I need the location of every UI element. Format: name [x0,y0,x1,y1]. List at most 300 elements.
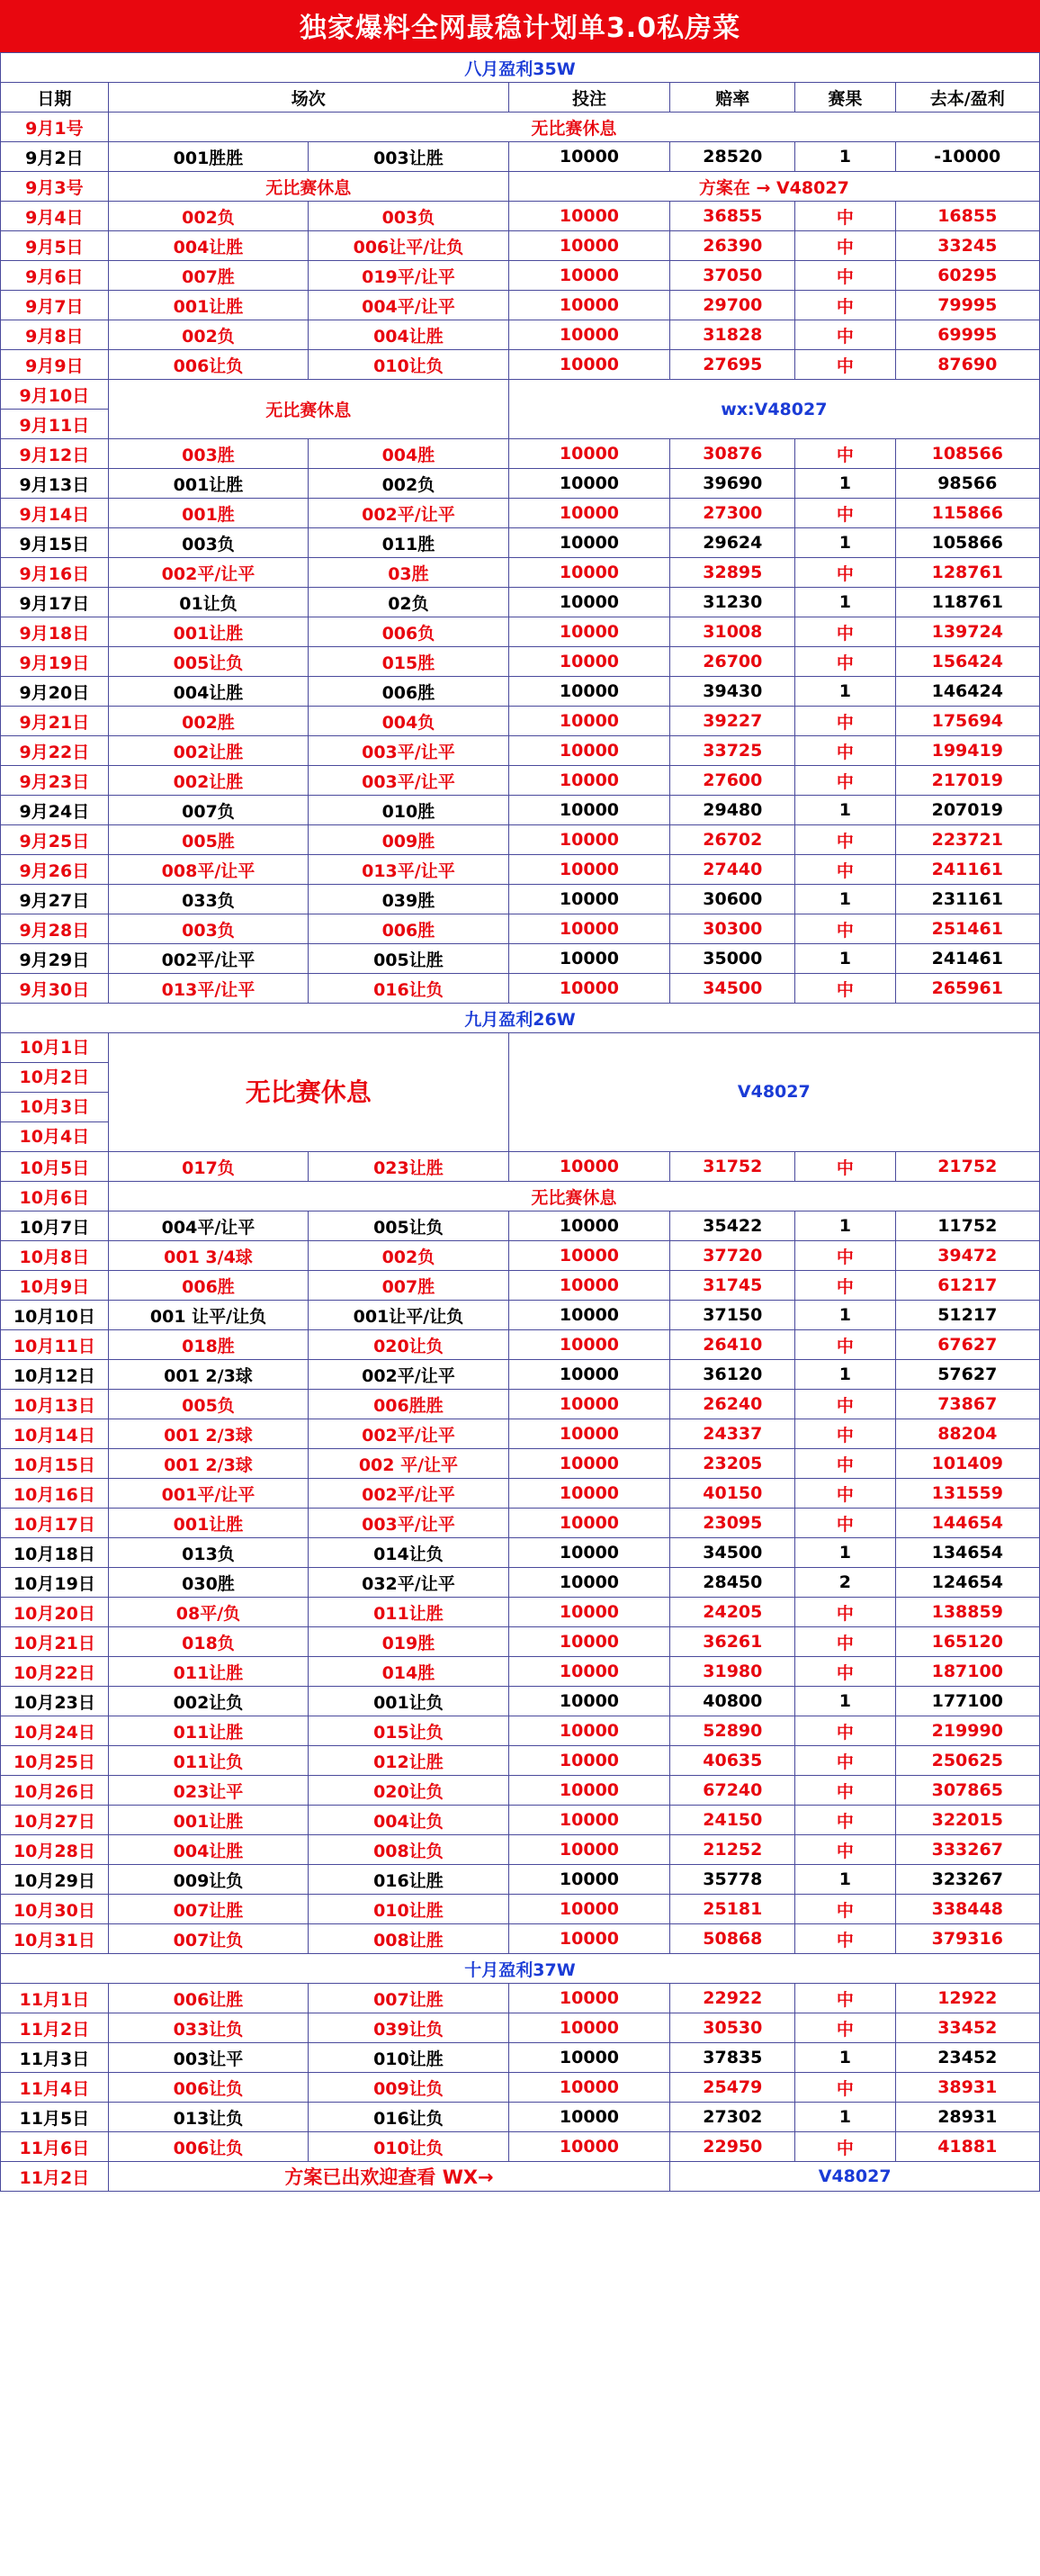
table-row [1,499,1040,528]
table-row [1,944,1040,974]
cell-match-2: 010让胜 [309,2043,508,2073]
cell-result: 1 [795,1865,895,1895]
cell-odds: 22950 [670,2132,795,2162]
cell-profit: 16855 [895,202,1039,231]
cell-profit: 250625 [895,1746,1039,1776]
cell-bet: 10000 [508,1627,670,1657]
cell-date: 9月26日 [1,855,109,885]
table-header-row [1,83,1040,113]
cell-rest: 无比赛休息 [108,172,508,202]
cell-odds: 29624 [670,528,795,558]
cell-profit: 23452 [895,2043,1039,2073]
cell-profit: 57627 [895,1360,1039,1390]
cell-result: 中 [795,439,895,469]
cell-result: 中 [795,1657,895,1687]
cell-bet: 10000 [508,1509,670,1538]
cell-bet: 10000 [508,1895,670,1924]
cell-odds: 21252 [670,1835,795,1865]
cell-date: 10月27日 [1,1806,109,1835]
cell-bet: 10000 [508,855,670,885]
cell-match-2: 010让负 [309,350,508,380]
cell-match-2: 039胜 [309,885,508,914]
cell-match-1: 002胜 [108,707,308,736]
cell-date: 11月6日 [1,2132,109,2162]
cell-date: 10月19日 [1,1568,109,1598]
cell-match-2: 002负 [309,469,508,499]
cell-bet: 10000 [508,2073,670,2103]
cell-bet: 10000 [508,944,670,974]
cell-match-2: 015胜 [309,647,508,677]
cell-date: 10月16日 [1,1479,109,1509]
cell-odds: 36120 [670,1360,795,1390]
cell-result: 中 [795,766,895,796]
cell-match-1: 005让负 [108,647,308,677]
cell-date: 10月4日 [1,1122,109,1152]
cell-profit: 105866 [895,528,1039,558]
cell-result: 中 [795,1509,895,1538]
section-header: 九月盈利26W [1,1004,1040,1033]
cell-odds: 39690 [670,469,795,499]
cell-result: 中 [795,558,895,588]
cell-match-1: 004让胜 [108,1835,308,1865]
cell-odds: 31230 [670,588,795,617]
table-row [1,1360,1040,1390]
cell-odds: 67240 [670,1776,795,1806]
cell-profit: 144654 [895,1509,1039,1538]
cell-date: 9月28日 [1,914,109,944]
cell-date: 10月5日 [1,1152,109,1182]
cell-date: 10月9日 [1,1271,109,1301]
cell-date: 9月16日 [1,558,109,588]
cell-match-2: 009胜 [309,825,508,855]
cell-match-1: 001 2/3球 [108,1419,308,1449]
cell-match-2: 014胜 [309,1657,508,1687]
table-row [1,855,1040,885]
table-row [1,588,1040,617]
table-row [1,142,1040,172]
cell-date: 10月14日 [1,1419,109,1449]
cell-date: 10月15日 [1,1449,109,1479]
cell-bet: 10000 [508,766,670,796]
cell-result: 中 [795,231,895,261]
table-row [1,617,1040,647]
cell-result: 中 [795,1271,895,1301]
cell-result: 中 [795,1627,895,1657]
cell-bet: 10000 [508,291,670,320]
cell-match-2: 004胜 [309,439,508,469]
cell-match-1: 003胜 [108,439,308,469]
cell-wx-code[interactable]: V48027 [508,1033,1039,1152]
cell-match-1: 017负 [108,1152,308,1182]
cell-date: 10月13日 [1,1390,109,1419]
cell-date: 9月20日 [1,677,109,707]
cell-match-2: 015让负 [309,1716,508,1746]
cell-match-2: 006负 [309,617,508,647]
table-row [1,1419,1040,1449]
table-row [1,2103,1040,2132]
cell-bet: 10000 [508,885,670,914]
col-header-odds: 赔率 [670,83,795,113]
table-row [1,914,1040,944]
cell-bet: 10000 [508,1301,670,1330]
cell-match-1: 002让负 [108,1687,308,1716]
cell-result: 中 [795,320,895,350]
cell-date: 9月22日 [1,736,109,766]
table-row [1,2043,1040,2073]
cell-date: 10月22日 [1,1657,109,1687]
table-row [1,1271,1040,1301]
table-row [1,1390,1040,1419]
cell-match-2: 032平/让平 [309,1568,508,1598]
cell-profit: 333267 [895,1835,1039,1865]
cell-profit: 146424 [895,677,1039,707]
cell-match-1: 013负 [108,1538,308,1568]
cell-bet: 10000 [508,499,670,528]
cell-date: 9月21日 [1,707,109,736]
cell-odds: 34500 [670,1538,795,1568]
cell-profit: 241161 [895,855,1039,885]
cell-match-2: 004负 [309,707,508,736]
cell-match-1: 001平/让平 [108,1479,308,1509]
cell-result: 中 [795,350,895,380]
cell-match-1: 002让胜 [108,766,308,796]
cell-bet: 10000 [508,617,670,647]
cell-match-2: 002平/让平 [309,1479,508,1509]
cell-bet: 10000 [508,914,670,944]
cell-match-1: 002负 [108,202,308,231]
cell-result: 中 [795,617,895,647]
cell-profit: 124654 [895,1568,1039,1598]
cell-match-2: 023让胜 [309,1152,508,1182]
cell-wx[interactable]: wx:V48027 [508,380,1039,439]
cell-match-1: 001让胜 [108,469,308,499]
cell-profit: 69995 [895,320,1039,350]
cell-profit: 21752 [895,1152,1039,1182]
cell-profit: 88204 [895,1419,1039,1449]
cell-match-1: 004平/让平 [108,1211,308,1241]
cell-result: 1 [795,885,895,914]
cell-odds: 36261 [670,1627,795,1657]
cell-result: 中 [795,1746,895,1776]
cell-match-2: 006胜 [309,677,508,707]
cell-result: 中 [795,1390,895,1419]
cell-result: 1 [795,528,895,558]
table-row [1,291,1040,320]
cell-odds: 27600 [670,766,795,796]
cell-match-1: 007让负 [108,1924,308,1954]
cell-match-2: 007胜 [309,1271,508,1301]
cell-result: 中 [795,974,895,1004]
cell-match-1: 006让负 [108,2073,308,2103]
cell-match-1: 007胜 [108,261,308,291]
table-row [1,1538,1040,1568]
cell-result: 中 [795,1241,895,1271]
cell-odds: 26410 [670,1330,795,1360]
cell-date: 9月19日 [1,647,109,677]
table-row [1,974,1040,1004]
cell-result: 中 [795,2073,895,2103]
cell-result: 1 [795,1687,895,1716]
section-row [1,1004,1040,1033]
cell-profit: 61217 [895,1271,1039,1301]
cell-wx-code[interactable]: V48027 [670,2162,1040,2192]
cell-profit: 323267 [895,1865,1039,1895]
cell-profit: 73867 [895,1390,1039,1419]
cell-bet: 10000 [508,350,670,380]
cell-match-2: 003平/让平 [309,1509,508,1538]
cell-date: 11月1日 [1,1984,109,2013]
cell-odds: 37150 [670,1301,795,1330]
cell-result: 中 [795,707,895,736]
cell-match-1: 001让胜 [108,291,308,320]
cell-match-2: 005让负 [309,1211,508,1241]
cell-match-2: 002 平/让平 [309,1449,508,1479]
cell-match-2: 019胜 [309,1627,508,1657]
cell-match-1: 018胜 [108,1330,308,1360]
cell-match-1: 001 2/3球 [108,1449,308,1479]
cell-odds: 27440 [670,855,795,885]
table-row [1,1806,1040,1835]
cell-profit: 241461 [895,944,1039,974]
cell-odds: 31008 [670,617,795,647]
cell-bet: 10000 [508,707,670,736]
cell-match-2: 008让负 [309,1835,508,1865]
cell-date: 9月8日 [1,320,109,350]
cell-bet: 10000 [508,1746,670,1776]
cell-match-2: 001让负 [309,1687,508,1716]
cell-profit: 33245 [895,231,1039,261]
cell-match-2: 008让胜 [309,1924,508,1954]
cell-result: 中 [795,825,895,855]
table-row [1,1211,1040,1241]
cell-bet: 10000 [508,202,670,231]
cell-odds: 37720 [670,1241,795,1271]
cell-profit: 187100 [895,1657,1039,1687]
table-row [1,796,1040,825]
table-row [1,1330,1040,1360]
cell-result: 中 [795,2013,895,2043]
cell-profit: 199419 [895,736,1039,766]
cell-profit: 39472 [895,1241,1039,1271]
cell-odds: 39227 [670,707,795,736]
cell-bet: 10000 [508,1924,670,1954]
cell-match-2: 03胜 [309,558,508,588]
cell-match-1: 013让负 [108,2103,308,2132]
cell-match-2: 019平/让平 [309,261,508,291]
cell-result: 中 [795,1835,895,1865]
table-row [1,736,1040,766]
cell-match-1: 002负 [108,320,308,350]
cell-odds: 25479 [670,2073,795,2103]
cell-date: 9月25日 [1,825,109,855]
cell-match-1: 003让平 [108,2043,308,2073]
table-row [1,677,1040,707]
cell-date: 10月3日 [1,1093,109,1122]
table-row [1,1182,1040,1211]
cell-result: 中 [795,1479,895,1509]
cell-rest: 无比赛休息 [108,113,1039,142]
cell-odds: 31745 [670,1271,795,1301]
cell-date: 10月31日 [1,1924,109,1954]
cell-result: 中 [795,1806,895,1835]
cell-match-1: 030胜 [108,1568,308,1598]
cell-result: 1 [795,1211,895,1241]
table-row [1,1568,1040,1598]
cell-date: 10月28日 [1,1835,109,1865]
cell-result: 中 [795,1598,895,1627]
cell-profit: 131559 [895,1479,1039,1509]
cell-bet: 10000 [508,1211,670,1241]
table-row [1,558,1040,588]
cell-profit: 217019 [895,766,1039,796]
cell-match-1: 006让负 [108,350,308,380]
cell-match-2: 039让负 [309,2013,508,2043]
cell-bet: 10000 [508,142,670,172]
cell-result: 1 [795,2103,895,2132]
cell-bet: 10000 [508,1657,670,1687]
cell-date: 10月21日 [1,1627,109,1657]
cell-profit: 115866 [895,499,1039,528]
cell-bet: 10000 [508,1152,670,1182]
cell-match-2: 012让胜 [309,1746,508,1776]
col-header-date: 日期 [1,83,109,113]
cell-odds: 28520 [670,142,795,172]
col-header-profit: 去本/盈利 [895,83,1039,113]
cell-date: 9月24日 [1,796,109,825]
cell-bet: 10000 [508,558,670,588]
cell-bet: 10000 [508,647,670,677]
cell-match-1: 001胜 [108,499,308,528]
cell-date: 10月24日 [1,1716,109,1746]
cell-match-2: 003让胜 [309,142,508,172]
cell-odds: 39430 [670,677,795,707]
cell-match-2: 004平/让平 [309,291,508,320]
cell-bet: 10000 [508,588,670,617]
cell-odds: 22922 [670,1984,795,2013]
cell-date: 11月2日 [1,2013,109,2043]
cell-profit: 231161 [895,885,1039,914]
cell-odds: 30876 [670,439,795,469]
cell-odds: 29700 [670,291,795,320]
cell-result: 中 [795,914,895,944]
cell-odds: 26240 [670,1390,795,1419]
cell-result: 1 [795,1301,895,1330]
cell-bet: 10000 [508,1598,670,1627]
cell-match-2: 003平/让平 [309,766,508,796]
cell-match-1: 006让负 [108,2132,308,2162]
cell-date: 10月8日 [1,1241,109,1271]
cell-date: 10月6日 [1,1182,109,1211]
cell-date: 9月3号 [1,172,109,202]
cell-odds: 35422 [670,1211,795,1241]
cell-date: 9月30日 [1,974,109,1004]
cell-date: 11月4日 [1,2073,109,2103]
cell-plan-note[interactable]: 方案在 → V48027 [508,172,1039,202]
table-row [1,1716,1040,1746]
cell-match-1: 003负 [108,914,308,944]
cell-bet: 10000 [508,1271,670,1301]
cell-odds: 34500 [670,974,795,1004]
cell-odds: 27695 [670,350,795,380]
table-row [1,2162,1040,2192]
cell-odds: 31828 [670,320,795,350]
cell-profit: 28931 [895,2103,1039,2132]
cell-result: 2 [795,1568,895,1598]
table-row [1,1984,1040,2013]
table-row [1,2073,1040,2103]
cell-date: 9月9日 [1,350,109,380]
cell-date: 9月29日 [1,944,109,974]
cell-match-1: 033负 [108,885,308,914]
cell-date: 11月3日 [1,2043,109,2073]
cell-result: 中 [795,291,895,320]
cell-profit: 38931 [895,2073,1039,2103]
cell-profit: 108566 [895,439,1039,469]
table-row [1,1627,1040,1657]
cell-result: 中 [795,1716,895,1746]
cell-bet: 10000 [508,320,670,350]
table-row [1,528,1040,558]
table-row [1,439,1040,469]
cell-rest: 无比赛休息 [108,380,508,439]
cell-profit: 118761 [895,588,1039,617]
cell-profit: 51217 [895,1301,1039,1330]
cell-date: 9月10日 [1,380,109,410]
cell-match-1: 011让胜 [108,1716,308,1746]
cell-bet: 10000 [508,736,670,766]
table-row [1,261,1040,291]
cell-match-2: 011让胜 [309,1598,508,1627]
cell-odds: 26700 [670,647,795,677]
cell-result: 中 [795,499,895,528]
cell-bet: 10000 [508,1568,670,1598]
cell-date: 11月2日 [1,2162,109,2192]
cell-odds: 26390 [670,231,795,261]
cell-profit: 79995 [895,291,1039,320]
table-row [1,1152,1040,1182]
cell-match-2: 005让胜 [309,944,508,974]
cell-bet: 10000 [508,974,670,1004]
table-row [1,469,1040,499]
cell-bet: 10000 [508,2043,670,2073]
cell-result: 中 [795,261,895,291]
cell-result: 中 [795,1152,895,1182]
table-row [1,707,1040,736]
cell-match-1: 001让胜 [108,617,308,647]
cell-bet: 10000 [508,439,670,469]
table-row [1,172,1040,202]
cell-result: 中 [795,1924,895,1954]
cell-odds: 30530 [670,2013,795,2043]
cell-result: 中 [795,1330,895,1360]
cell-profit: 101409 [895,1449,1039,1479]
cell-match-1: 005负 [108,1390,308,1419]
cell-match-1: 002让胜 [108,736,308,766]
cell-bet: 10000 [508,1241,670,1271]
cell-match-1: 001 3/4球 [108,1241,308,1271]
cell-bet: 10000 [508,2103,670,2132]
cell-profit: 11752 [895,1211,1039,1241]
cell-profit: 223721 [895,825,1039,855]
cell-bet: 10000 [508,1776,670,1806]
cell-date: 9月14日 [1,499,109,528]
cell-match-1: 011让胜 [108,1657,308,1687]
table-row [1,1301,1040,1330]
cell-result: 中 [795,647,895,677]
cell-note: 方案已出欢迎查看 WX→ [108,2162,670,2192]
section-header-august: 八月盈利35W [1,53,1040,83]
cell-match-2: 006胜 [309,914,508,944]
